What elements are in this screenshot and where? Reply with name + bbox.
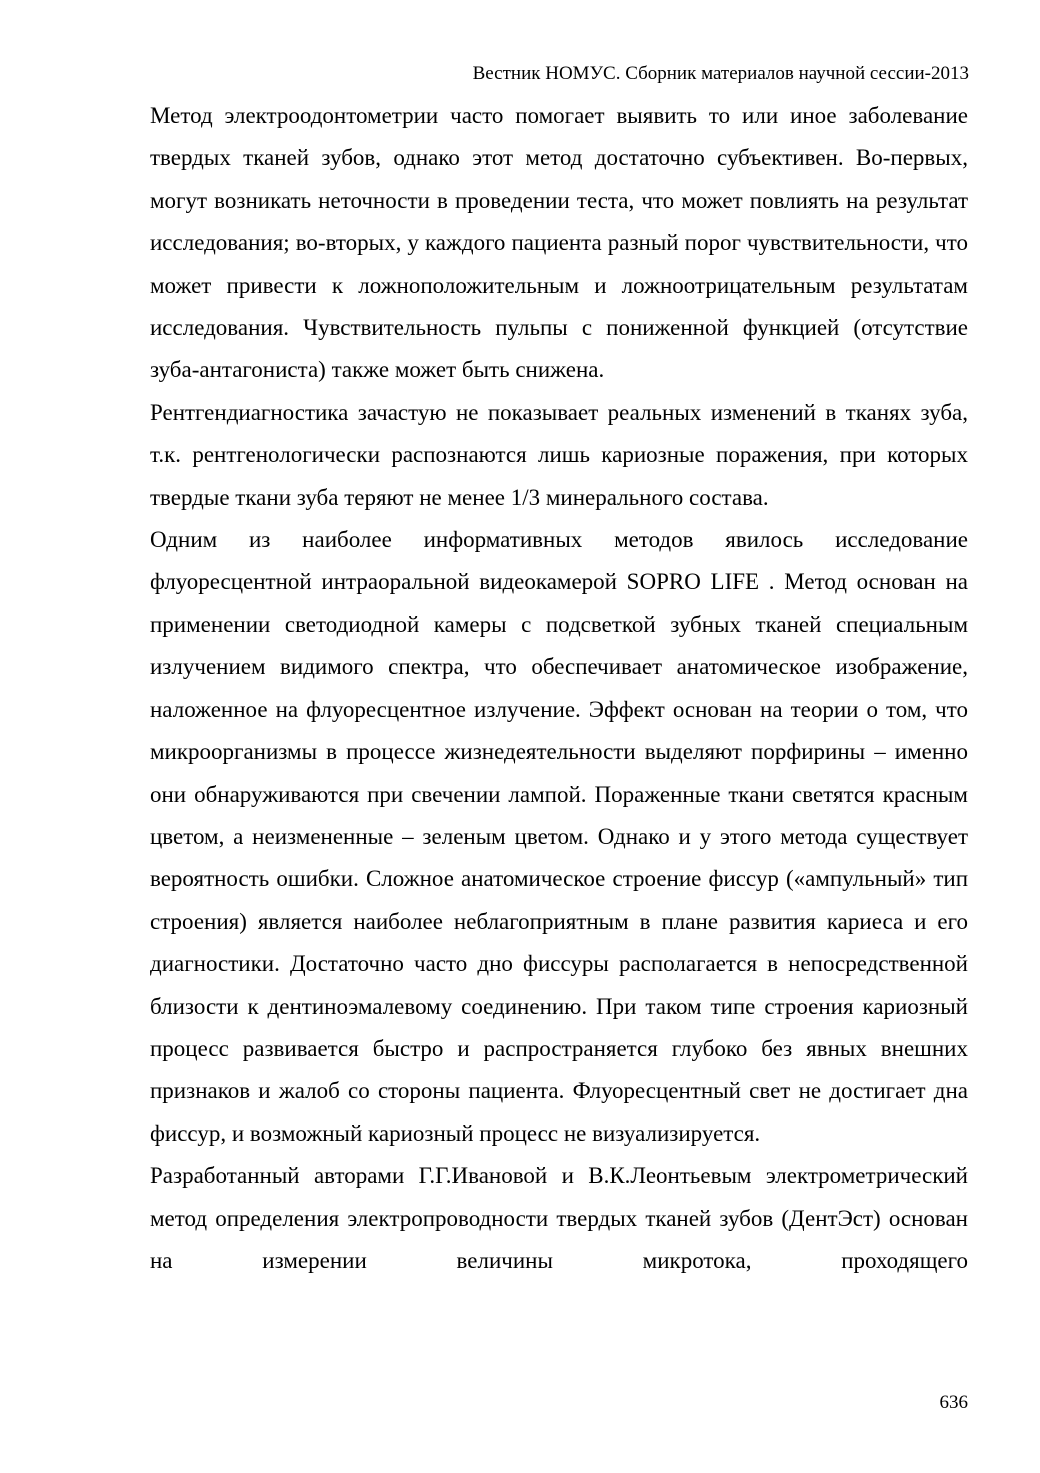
page-number: 636 <box>939 1392 968 1413</box>
paragraph-electroodontometry: Метод электроодонтометрии часто помогает выявить то или иное заболевание твердых тканей зубов, однако этот метод достаточно субъективен. Во-первых, могут возникать неточности в проведении теста, что может повлиять на результат исследования; во-вторых, у каждого пациента разный порог чувствительности, что может привести к ложноположительным и ложноотрицательным результатам исследования. Чувствительность пульпы с пониженной функцией (отсутствие зуба-антагониста) также может быть снижена. <box>150 103 968 383</box>
running-header: Вестник НОМУС. Сборник материалов научной сессии-2013 <box>472 63 969 84</box>
paragraph-x-ray-diagnostics: Рентгендиагностика зачастую не показывает реальных изменений в тканях зуба, т.к. рентгенологически распознаются лишь кариозные поражения, при которых твердые ткани зуба теряют не менее 1/3 минерального состава. <box>150 399 968 510</box>
body-text <box>150 95 968 1282</box>
paragraph-sopro-life-camera: Одним из наиболее информативных методов явилось исследование флуоресцентной интраоральной видеокамерой SOPRO LIFE . Метод основан на применении светодиодной камеры с подсветкой зубных тканей специальным излучением видимого спектра, что обеспечивает анатомическое изображение, наложенное на флуоресцентное излучение. Эффект основан на теории о том, что микроорганизмы в процессе жизнедеятельности выделяют порфирины – именно они обнаруживаются при свечении лампой. Пораженные ткани светятся красным цветом, а неизмененные – зеленым цветом. Однако и у этого метода существует вероятность ошибки. Сложное анатомическое строение фиссур («ампульный» тип строения) является наиболее неблагоприятным в плане развития кариеса и его диагностики. Достаточно часто дно фиссуры располагается в непосредственной близости к дентиноэмалевому соединению. При таком типе строения кариозный процесс развивается быстро и распространяется глубоко без явных внешних признаков и жалоб со стороны пациента. Флуоресцентный свет не достигает дна фиссур, и возможный кариозный процесс не визуализируется. <box>150 527 968 1146</box>
paragraph-dentest-method: Разработанный авторами Г.Г.Ивановой и В.К.Леонтьевым электрометрический метод определения электропроводности твердых тканей зубов (ДентЭст) основан на измерении величины микротока, проходящего <box>150 1163 968 1273</box>
